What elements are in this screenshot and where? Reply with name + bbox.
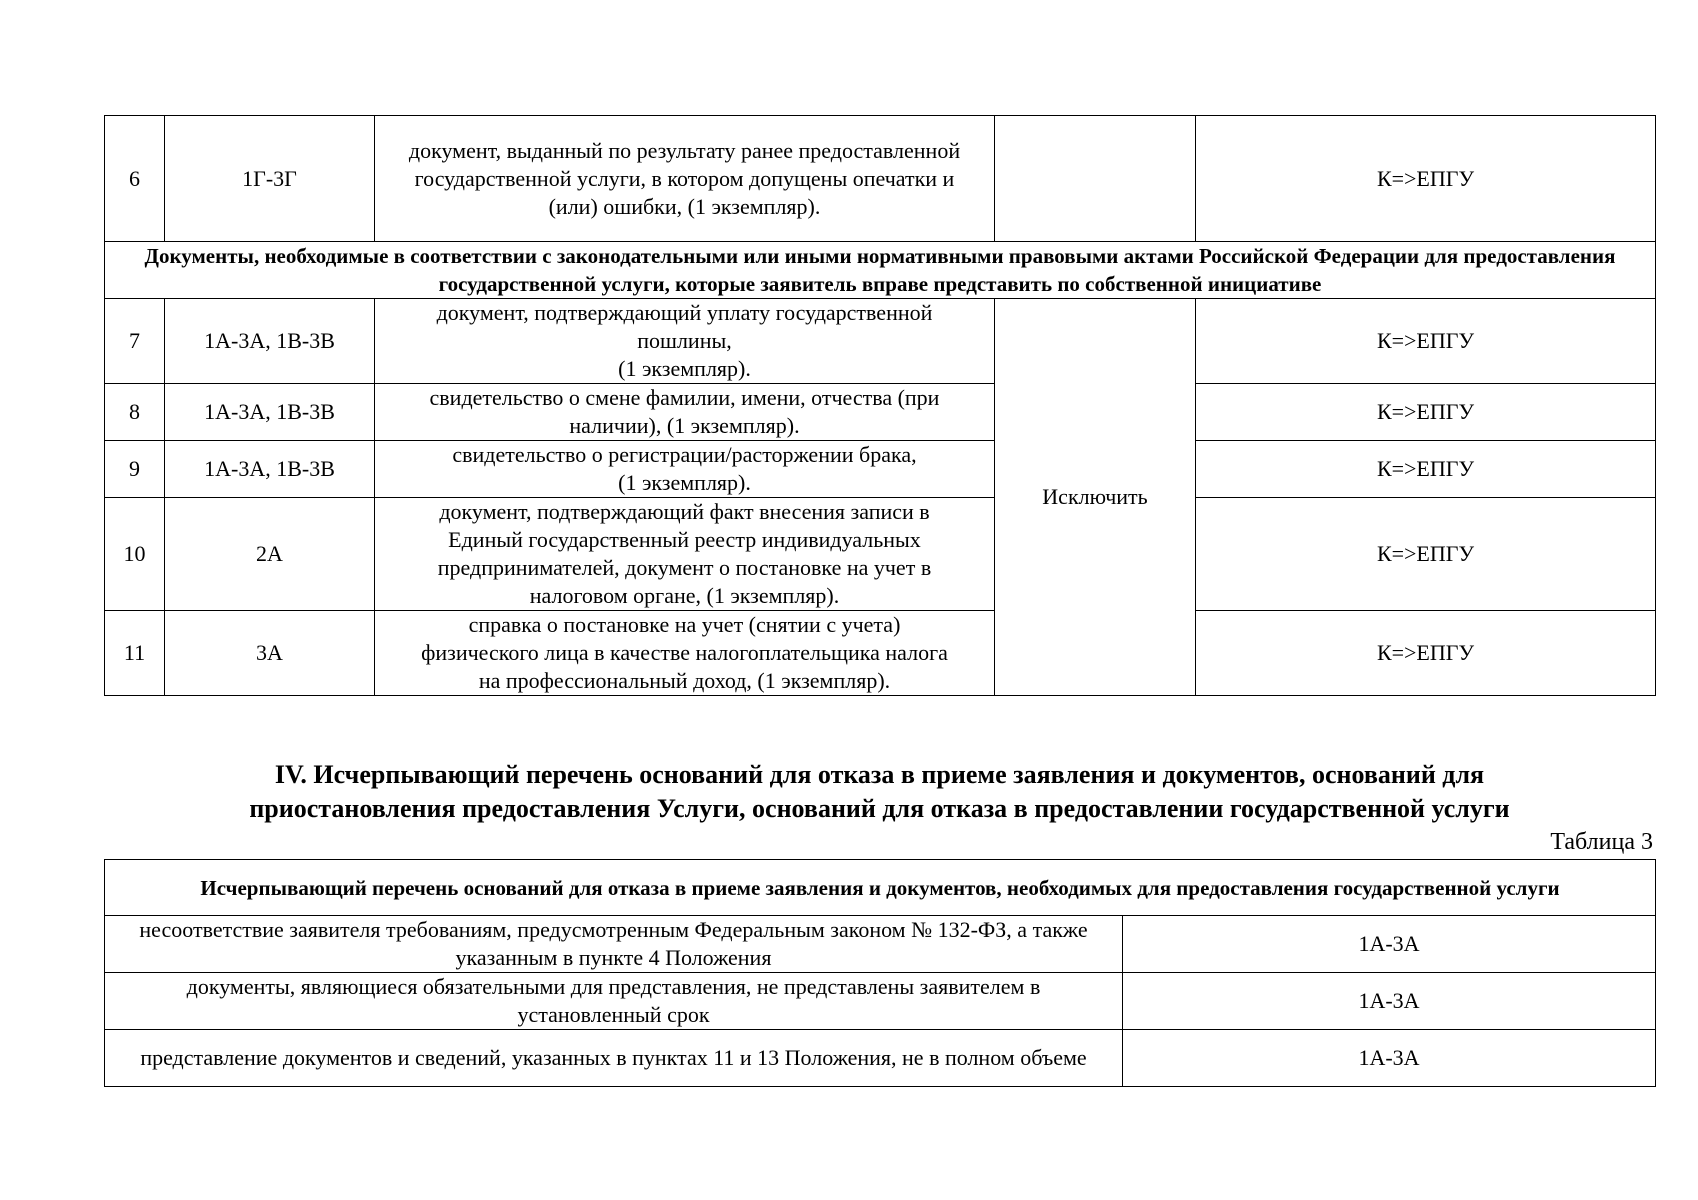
refusal-grounds-table: [104, 859, 1656, 1087]
table-header-row: [105, 860, 1656, 916]
document-description: документ, подтверждающий уплату государственной пошлины, (1 экземпляр).: [375, 299, 995, 384]
table-row: [105, 498, 1656, 611]
applicant-category: 1А-3А: [1123, 973, 1656, 1030]
table-row: [105, 441, 1656, 498]
submission-route: К=>ЕПГУ: [1196, 441, 1656, 498]
submission-route: К=>ЕПГУ: [1196, 384, 1656, 441]
section-header: Документы, необходимые в соответствии с законодательными или иными нормативными правовыми актами Российской Федерации для предоставления государственной услуги, которые заявитель вправе представить по собственной инициативе: [105, 242, 1656, 299]
submission-route: К=>ЕПГУ: [1196, 498, 1656, 611]
row-number: 9: [105, 441, 165, 498]
table-row: [105, 1030, 1656, 1087]
document-description: справка о постановке на учет (снятии с учета) физического лица в качестве налогоплательщика налога на профессиональный доход, (1 экземпляр).: [375, 611, 995, 696]
applicant-category: 3А: [165, 611, 375, 696]
applicant-category: 1Г-3Г: [165, 116, 375, 242]
table-row: [105, 384, 1656, 441]
applicant-category: 1А-3А: [1123, 916, 1656, 973]
applicant-category: 1А-3А, 1В-3В: [165, 299, 375, 384]
applicant-category: 2А: [165, 498, 375, 611]
action-cell: [995, 116, 1196, 242]
table-row: [105, 916, 1656, 973]
refusal-reason: несоответствие заявителя требованиям, предусмотренным Федеральным законом № 132-ФЗ, а также указанным в пункте 4 Положения: [105, 916, 1123, 973]
row-number: 6: [105, 116, 165, 242]
merged-action-cell: Исключить: [995, 299, 1196, 696]
row-number: 8: [105, 384, 165, 441]
section-title: IV. Исчерпывающий перечень оснований для отказа в приеме заявления и документов, оснований для приостановления предоставления Услуги, оснований для отказа в предоставлении государственной услуги: [249, 760, 1510, 823]
row-number: 7: [105, 299, 165, 384]
applicant-category: 1А-3А, 1В-3В: [165, 441, 375, 498]
row-number: 11: [105, 611, 165, 696]
document-description: свидетельство о смене фамилии, имени, отчества (при наличии), (1 экземпляр).: [375, 384, 995, 441]
refusal-reason: представление документов и сведений, указанных в пунктах 11 и 13 Положения, не в полном объеме: [105, 1030, 1123, 1087]
document-description: документ, выданный по результату ранее предоставленной государственной услуги, в котором допущены опечатки и (или) ошибки, (1 экземпляр).: [375, 116, 995, 242]
table-section-header-row: [105, 242, 1656, 299]
refusal-reason: документы, являющиеся обязательными для представления, не представлены заявителем в установленный срок: [105, 973, 1123, 1030]
submission-route: К=>ЕПГУ: [1196, 116, 1656, 242]
applicant-category: 1А-3А, 1В-3В: [165, 384, 375, 441]
table-row: [105, 973, 1656, 1030]
document-description: свидетельство о регистрации/расторжении брака, (1 экземпляр).: [375, 441, 995, 498]
table-row: [105, 611, 1656, 696]
refusal-table-header: Исчерпывающий перечень оснований для отказа в приеме заявления и документов, необходимых для предоставления государственной услуги: [105, 860, 1656, 916]
table-row: [105, 116, 1656, 242]
table-row: [105, 299, 1656, 384]
submission-route: К=>ЕПГУ: [1196, 611, 1656, 696]
row-number: 10: [105, 498, 165, 611]
document-description: документ, подтверждающий факт внесения записи в Единый государственный реестр индивидуальных предпринимателей, документ о постановке на учет в налоговом органе, (1 экземпляр).: [375, 498, 995, 611]
table-caption: Таблица 3: [1550, 829, 1653, 855]
submission-route: К=>ЕПГУ: [1196, 299, 1656, 384]
applicant-category: 1А-3А: [1123, 1030, 1656, 1087]
documents-table: [104, 115, 1656, 696]
